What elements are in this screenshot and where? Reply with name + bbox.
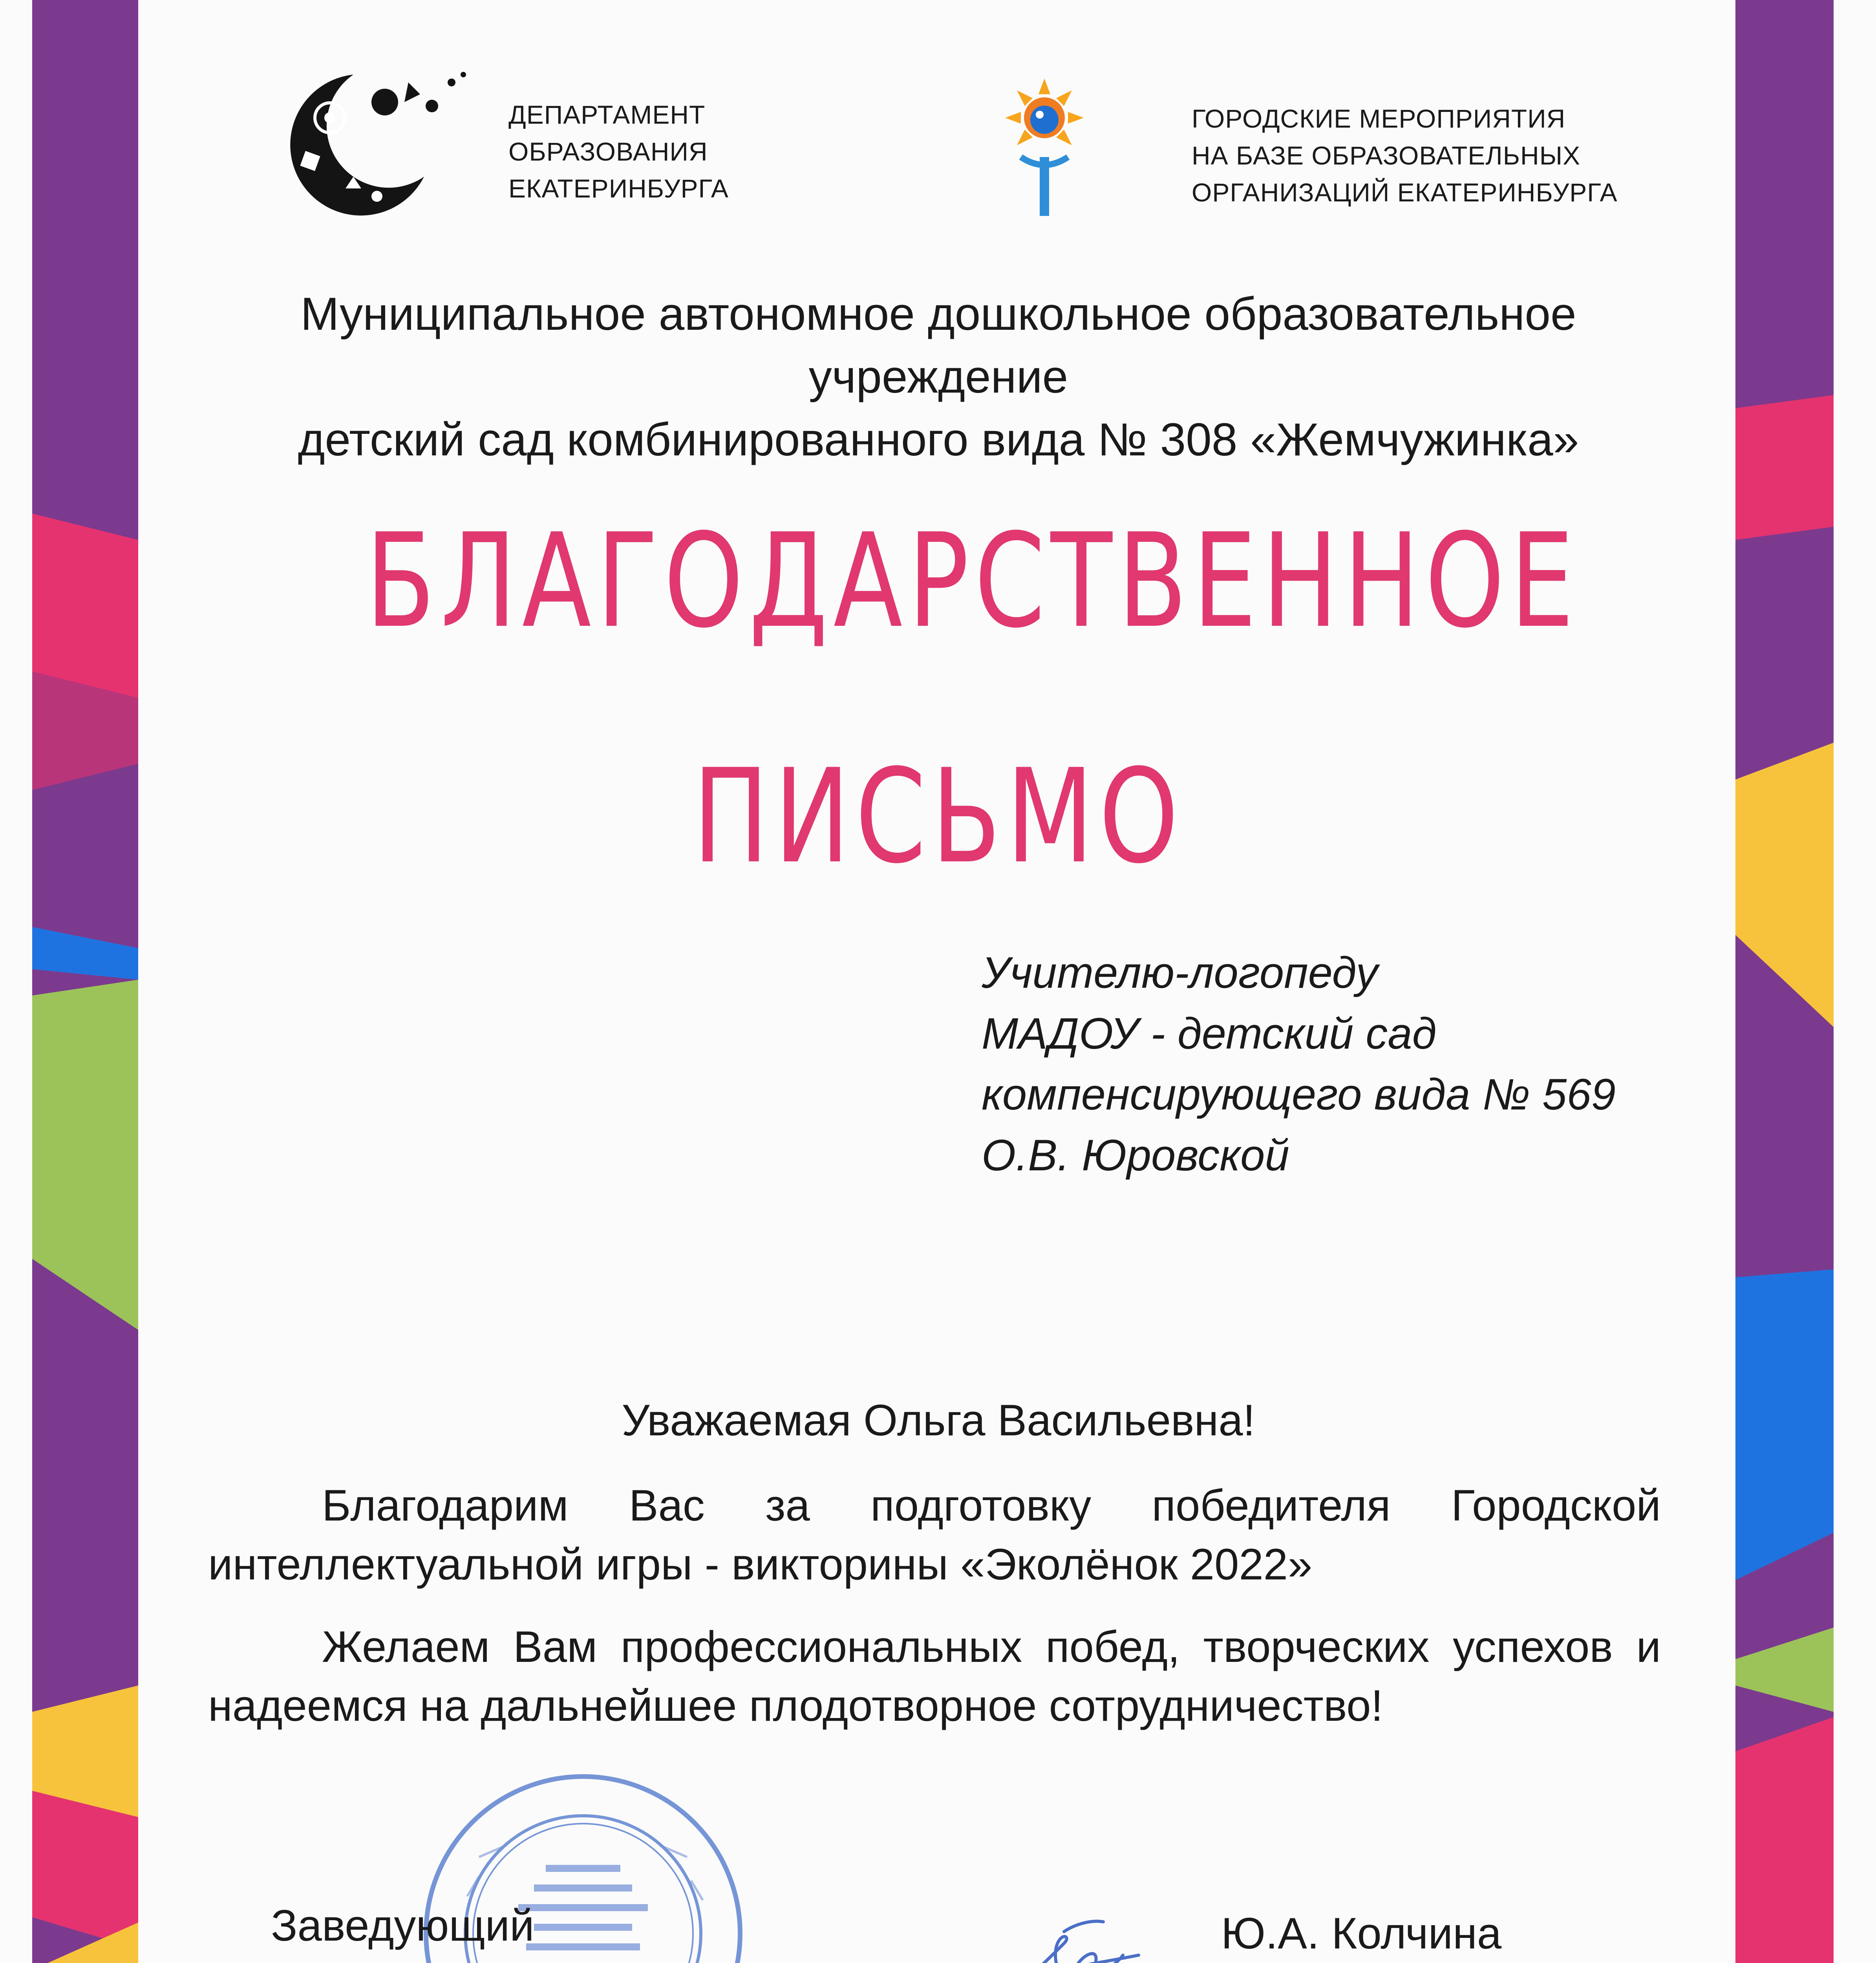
left-stripe-art: [32, 0, 138, 1963]
institution-name: [204, 283, 1673, 471]
department-line-2: ОБРАЗОВАНИЯ: [508, 137, 708, 166]
letter-title: [366, 463, 1580, 934]
addressee-line-3: компенсирующего вида № 569: [982, 1070, 1616, 1119]
city-events-line-2: НА БАЗЕ ОБРАЗОВАТЕЛЬНЫХ: [1192, 141, 1581, 170]
right-stripe-art: [1735, 0, 1834, 1963]
institution-line-1: Муниципальное автономное дошкольное образовательное учреждение: [300, 288, 1576, 403]
head-position: Заведующий: [271, 1901, 534, 1950]
handwritten-signature: [997, 1908, 1154, 1963]
right-decorative-stripe: [1735, 0, 1834, 1963]
addressee-line-2: МАДОУ - детский сад: [982, 1009, 1437, 1058]
addressee-line-4: О.В. Юровской: [982, 1131, 1289, 1180]
city-events-name: [1192, 100, 1618, 211]
title-line-2: ПИСЬМО: [693, 741, 1184, 892]
addressee-block: [982, 942, 1616, 1186]
city-events-line-1: ГОРОДСКИЕ МЕРОПРИЯТИЯ: [1192, 104, 1566, 133]
department-line-1: ДЕПАРТАМЕНТ: [508, 100, 706, 129]
head-name: Ю.А. Колчина: [1221, 1909, 1502, 1958]
city-events-logo: [1005, 79, 1084, 220]
left-decorative-stripe: [32, 0, 138, 1963]
addressee-line-1: Учителю-логопеду: [982, 948, 1378, 997]
wishes-paragraph: Желаем Вам профессиональных побед, творческих успехов и надеемся на дальнейшее плодотворное сотрудничество!: [208, 1622, 1661, 1730]
department-line-3: ЕКАТЕРИНБУРГА: [508, 174, 729, 203]
education-department-logo: [267, 59, 479, 232]
institution-line-2: детский сад комбинированного вида № 308 «Жемчужинка»: [298, 414, 1579, 466]
gratitude-paragraph: Благодарим Вас за подготовку победителя Городской интеллектуальной игры - викторины «Эколёнок 2022»: [208, 1481, 1661, 1589]
title-line-1: БЛАГОДАРСТВЕННОЕ: [366, 506, 1580, 656]
greeting: Уважаемая Ольга Васильевна!: [622, 1396, 1255, 1445]
department-name: [508, 96, 729, 207]
city-events-line-3: ОРГАНИЗАЦИЙ ЕКАТЕРИНБУРГА: [1192, 178, 1618, 207]
